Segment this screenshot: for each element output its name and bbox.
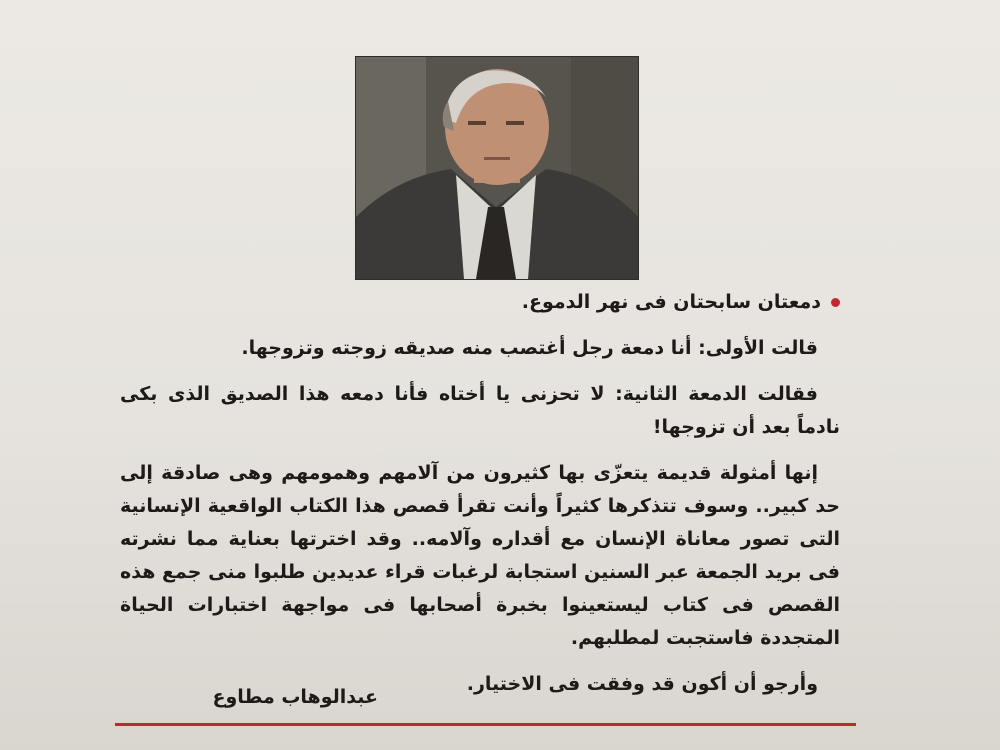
red-bullet-icon: [831, 298, 840, 307]
paragraph-4: وأرجو أن أكون قد وفقت فى الاختيار.: [466, 673, 818, 695]
author-portrait: [355, 56, 639, 280]
red-divider-rule: [115, 723, 856, 726]
bullet-heading-line: [120, 286, 840, 319]
paragraph-1: قالت الأولى: أنا دمعة رجل أغتصب منه صديقه زوجته وتزوجها.: [241, 337, 818, 359]
author-portrait-icon: [356, 57, 638, 279]
bullet-heading: دمعتان سابحتان فى نهر الدموع.: [521, 291, 821, 313]
blurb-text: [120, 286, 840, 714]
paragraph-3: إنها أمثولة قديمة يتعزّى بها كثيرون من آلامهم وهمومهم وهى صادقة إلى حد كبير.. وسوف تتذكرها كثيراً وأنت تقرأ قصص هذا الكتاب الواقعية الإنسانية التى تصور معاناة الإنسان مع أقداره وآلامه.. وقد اخترتها بعناية مما نشرته فى بريد الجمعة عبر السنين استجابة لرغبات قراء عديدين طلبوا منى جمع هذه القصص فى كتاب ليستعينوا بخبرة أصحابها فى مواجهة اختبارات الحياة المتجددة فاستجبت لمطلبهم.: [120, 462, 840, 649]
author-signature: عبدالوهاب مطاوع: [212, 686, 378, 708]
paragraph-2: فقالت الدمعة الثانية: لا تحزنى يا أختاه فأنا دمعه هذا الصديق الذى بكى نادماً بعد أن تزوجها!: [120, 383, 840, 438]
